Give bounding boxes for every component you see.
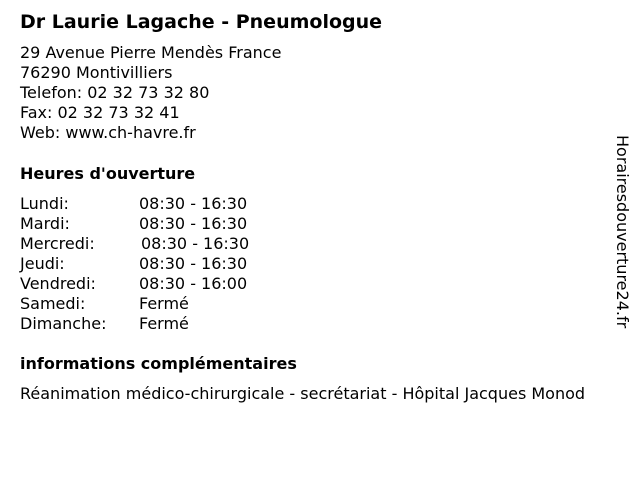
hours-day: Lundi: — [20, 194, 69, 213]
hours-heading: Heures d'ouverture — [20, 164, 196, 183]
hours-day: Vendredi: — [20, 274, 96, 293]
hours-day: Mardi: — [20, 214, 70, 233]
info-text: Réanimation médico-chirurgicale - secrétariat - Hôpital Jacques Monod — [20, 384, 586, 403]
hours-day: Dimanche: — [20, 314, 107, 333]
hours-time: 08:30 - 16:30 — [139, 214, 248, 233]
website: Web: www.ch-havre.fr — [20, 123, 196, 142]
hours-time: 08:30 - 16:30 — [139, 194, 248, 213]
hours-day: Mercredi: — [20, 234, 95, 253]
hours-time: Fermé — [139, 294, 189, 313]
hours-time: 08:30 - 16:30 — [139, 254, 248, 273]
hours-time: 08:30 - 16:00 — [139, 274, 248, 293]
hours-time: Fermé — [139, 314, 189, 333]
hours-day: Samedi: — [20, 294, 86, 313]
page-title: Dr Laurie Lagache - Pneumologue — [20, 11, 383, 33]
hours-day: Jeudi: — [20, 254, 65, 273]
phone-number: Telefon: 02 32 73 32 80 — [20, 83, 210, 102]
city-postal: 76290 Montivilliers — [20, 63, 173, 82]
fax-number: Fax: 02 32 73 32 41 — [20, 103, 180, 122]
address-block — [20, 43, 281, 143]
site-watermark: Horairesdouverture24.fr — [613, 135, 632, 329]
street-address: 29 Avenue Pierre Mendès France — [20, 43, 282, 62]
hours-time: 08:30 - 16:30 — [141, 234, 250, 253]
info-heading: informations complémentaires — [20, 354, 297, 373]
